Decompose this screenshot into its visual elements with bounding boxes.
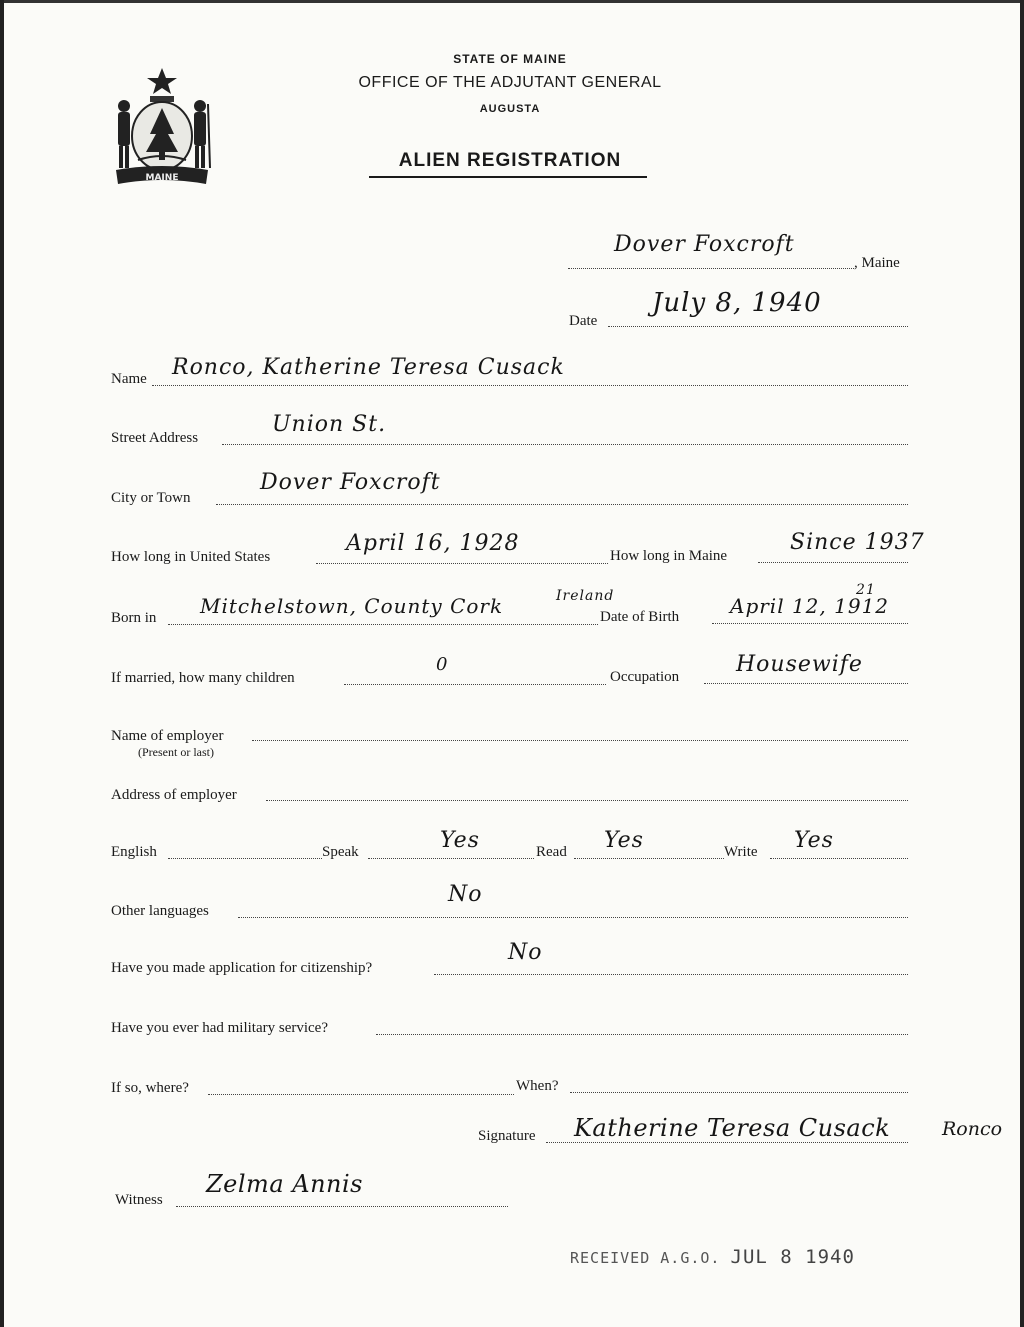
- street-address-value: Union St.: [272, 412, 387, 437]
- when-label: When?: [516, 1078, 559, 1094]
- read-line: [574, 858, 724, 859]
- children-label: If married, how many children: [111, 670, 295, 686]
- how-long-us-line: [316, 563, 608, 564]
- signature-surname-value: Ronco: [942, 1118, 1003, 1140]
- if-so-where-label: If so, where?: [111, 1080, 189, 1096]
- write-line: [770, 858, 908, 859]
- name-line: [152, 385, 908, 386]
- born-in-value: Mitchelstown, County Cork: [200, 594, 504, 618]
- date-line: [608, 326, 908, 327]
- how-long-us-label: How long in United States: [111, 549, 271, 565]
- witness-line: [176, 1206, 508, 1207]
- read-label: Read: [536, 844, 567, 860]
- place-line: [568, 268, 854, 269]
- header-city: AUGUSTA: [479, 103, 541, 115]
- witness-value: Zelma Annis: [206, 1170, 363, 1198]
- english-line: [168, 858, 322, 859]
- signature-value: Katherine Teresa Cusack: [574, 1114, 891, 1142]
- employer-note-label: (Present or last): [138, 745, 214, 759]
- write-label: Write: [724, 844, 758, 860]
- how-long-maine-line: [758, 562, 908, 563]
- write-value: Yes: [794, 828, 834, 853]
- name-value: Ronco, Katherine Teresa Cusack: [172, 355, 565, 380]
- military-line: [376, 1034, 908, 1035]
- city-label: City or Town: [111, 490, 191, 506]
- employer-address-label: Address of employer: [111, 787, 237, 803]
- signature-line: [546, 1142, 908, 1143]
- city-value: Dover Foxcroft: [260, 470, 441, 495]
- street-address-label: Street Address: [111, 430, 199, 446]
- children-line: [344, 684, 606, 685]
- occupation-value: Housewife: [736, 652, 863, 677]
- place-value: Dover Foxcroft: [614, 232, 795, 257]
- read-value: Yes: [604, 828, 644, 853]
- signature-label: Signature: [478, 1128, 536, 1144]
- how-long-maine-value: Since 1937: [790, 530, 925, 555]
- when-line: [570, 1092, 908, 1093]
- header-office: OFFICE OF THE ADJUTANT GENERAL: [358, 74, 662, 91]
- english-label: English: [111, 844, 157, 860]
- street-address-line: [222, 444, 908, 445]
- date-of-birth-label: Date of Birth: [600, 609, 680, 625]
- occupation-line: [704, 683, 908, 684]
- military-label: Have you ever had military service?: [111, 1020, 328, 1036]
- received-stamp-text: RECEIVED A.G.O.: [570, 1249, 721, 1267]
- date-label: Date: [569, 313, 598, 329]
- how-long-us-value: April 16, 1928: [346, 531, 520, 556]
- maine-label: , Maine: [854, 255, 900, 271]
- header-state: STATE OF MAINE: [453, 52, 567, 66]
- witness-label: Witness: [115, 1192, 163, 1208]
- speak-label: Speak: [322, 844, 359, 860]
- date-of-birth-line: [712, 623, 908, 624]
- dob-correction-value: 21: [856, 582, 876, 598]
- other-languages-label: Other languages: [111, 903, 209, 919]
- how-long-maine-label: How long in Maine: [610, 548, 728, 564]
- date-value: July 8, 1940: [652, 288, 822, 318]
- other-languages-line: [238, 917, 908, 918]
- page-border-right: [1020, 0, 1024, 1327]
- if-so-where-line: [208, 1094, 514, 1095]
- citizenship-line: [434, 974, 908, 975]
- occupation-label: Occupation: [610, 669, 680, 685]
- form-title: ALIEN REGISTRATION: [398, 150, 622, 171]
- seal-text: MAINE: [145, 173, 179, 183]
- date-of-birth-value: April 12, 1912: [730, 594, 890, 618]
- page-border-top: [0, 0, 1024, 3]
- citizenship-label: Have you made application for citizenship?: [111, 960, 373, 976]
- born-country-value: Ireland: [556, 588, 615, 604]
- page-border-left: [0, 0, 4, 1327]
- other-languages-value: No: [448, 882, 483, 907]
- name-label: Name: [111, 371, 147, 387]
- received-stamp-date: JUL 8 1940: [730, 1246, 855, 1268]
- city-line: [216, 504, 908, 505]
- title-underline: [369, 176, 647, 178]
- received-stamp: [570, 1246, 855, 1268]
- children-value: 0: [436, 654, 449, 675]
- employer-address-line: [266, 800, 908, 801]
- employer-name-line: [252, 740, 908, 741]
- citizenship-value: No: [508, 940, 543, 965]
- employer-name-label: Name of employer: [111, 728, 224, 744]
- state-seal-icon: [110, 64, 214, 190]
- born-in-label: Born in: [111, 610, 157, 626]
- speak-value: Yes: [440, 828, 480, 853]
- born-in-line: [168, 624, 598, 625]
- speak-line: [368, 858, 534, 859]
